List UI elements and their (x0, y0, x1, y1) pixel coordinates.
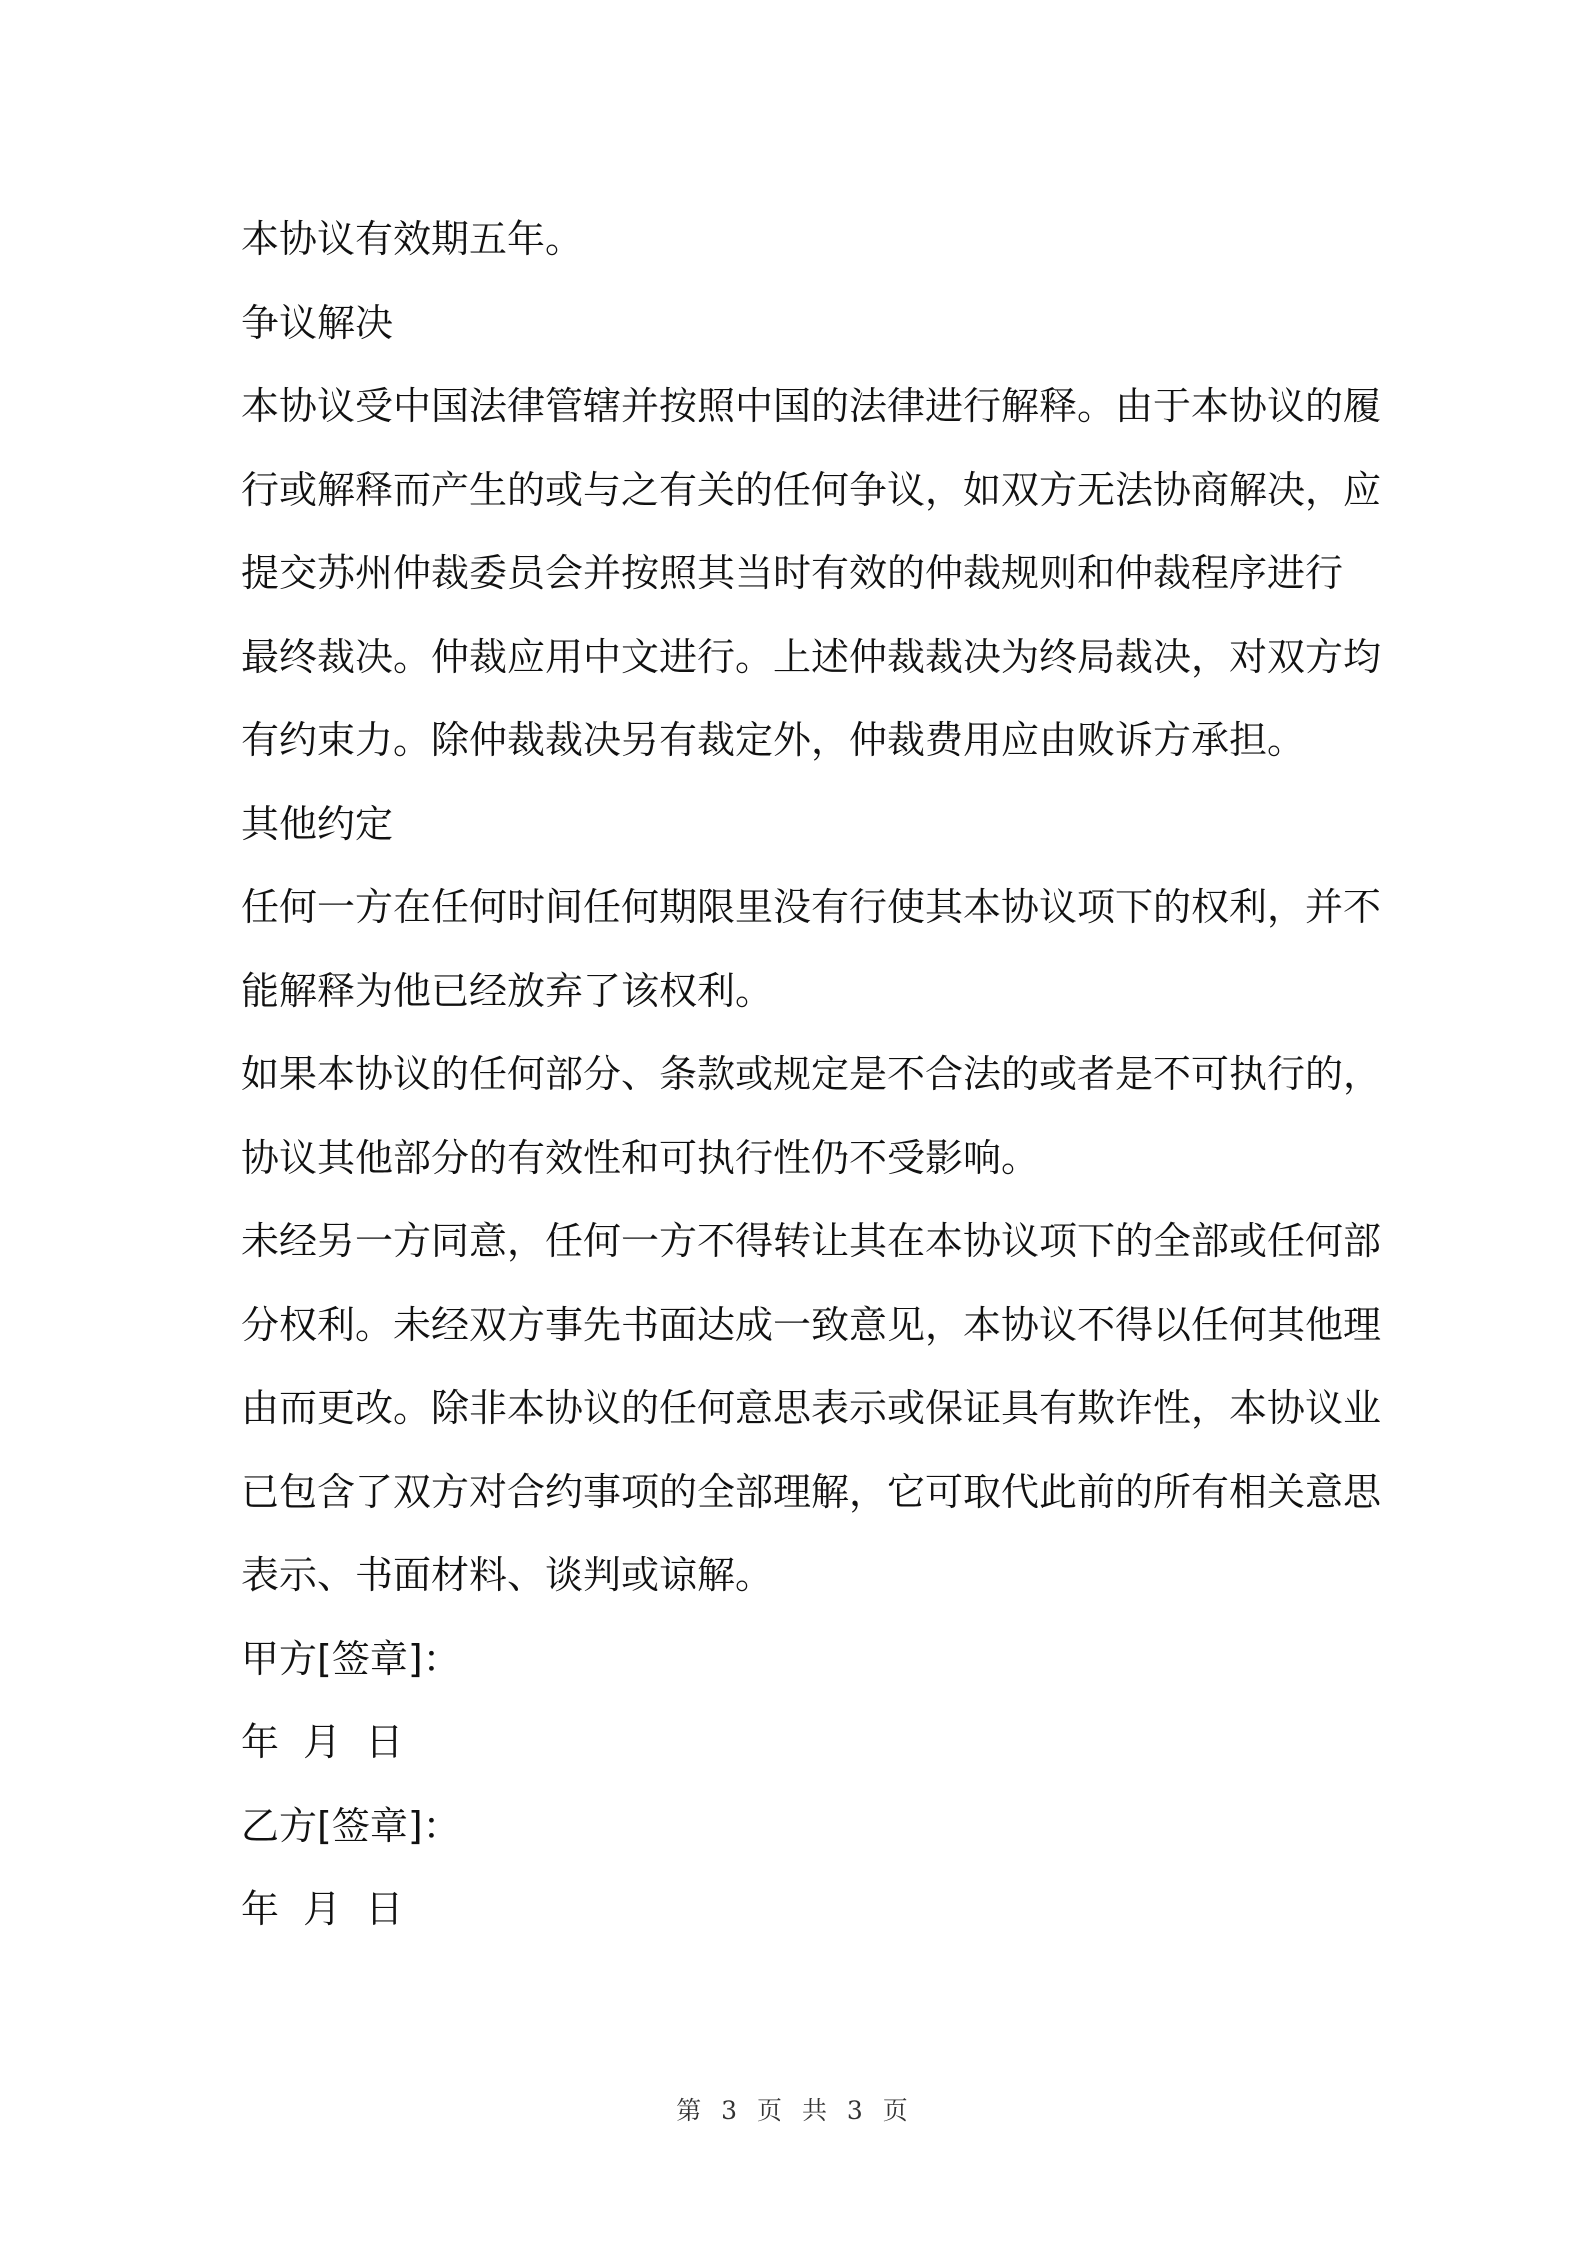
party-b-date: 年 月 日 (241, 1887, 404, 1931)
dispute-paragraph-line: 有约束力。除仲裁裁决另有裁定外，仲裁费用应由败诉方承担。 (241, 718, 1306, 762)
waiver-paragraph-line: 能解释为他已经放弃了该权利。 (241, 968, 774, 1013)
page-number-footer: 第 3 页 共 3 页 (676, 2096, 910, 2125)
document-body (241, 198, 1382, 1952)
party-a-signature: 甲方[签章]： (241, 1636, 461, 1681)
term-sentence: 本协议有效期五年。 (241, 217, 584, 261)
party-b-signature: 乙方[签章]： (241, 1803, 461, 1848)
party-a-date: 年 月 日 (241, 1720, 404, 1764)
dispute-paragraph-line: 本协议受中国法律管辖并按照中国的法律进行解释。由于本协议的履 (241, 384, 1382, 428)
section-heading-other: 其他约定 (241, 801, 394, 846)
dispute-paragraph-line: 提交苏州仲裁委员会并按照其当时有效的仲裁规则和仲裁程序进行 (241, 551, 1344, 595)
assignment-paragraph-line: 由而更改。除非本协议的任何意思表示或保证具有欺诈性，本协议业 (241, 1386, 1382, 1430)
waiver-paragraph-line: 任何一方在任何时间任何期限里没有行使其本协议项下的权利，并不 (241, 885, 1382, 929)
assignment-paragraph-line: 分权利。未经双方事先书面达成一致意见，本协议不得以任何其他理 (241, 1302, 1382, 1347)
assignment-paragraph-line: 表示、书面材料、谈判或谅解。 (241, 1553, 774, 1597)
dispute-paragraph-line: 行或解释而产生的或与之有关的任何争议，如双方无法协商解决，应 (241, 467, 1382, 512)
severability-paragraph-line: 协议其他部分的有效性和可执行性仍不受影响。 (241, 1135, 1040, 1180)
assignment-paragraph-line: 未经另一方同意，任何一方不得转让其在本协议项下的全部或任何部 (241, 1219, 1382, 1263)
section-heading-dispute: 争议解决 (241, 300, 394, 345)
assignment-paragraph-line: 已包含了双方对合约事项的全部理解，它可取代此前的所有相关意思 (241, 1469, 1382, 1514)
dispute-paragraph-line: 最终裁决。仲裁应用中文进行。上述仲裁裁决为终局裁决，对双方均 (241, 634, 1382, 679)
severability-paragraph-line: 如果本协议的任何部分、条款或规定是不合法的或者是不可执行的， (241, 1052, 1382, 1096)
